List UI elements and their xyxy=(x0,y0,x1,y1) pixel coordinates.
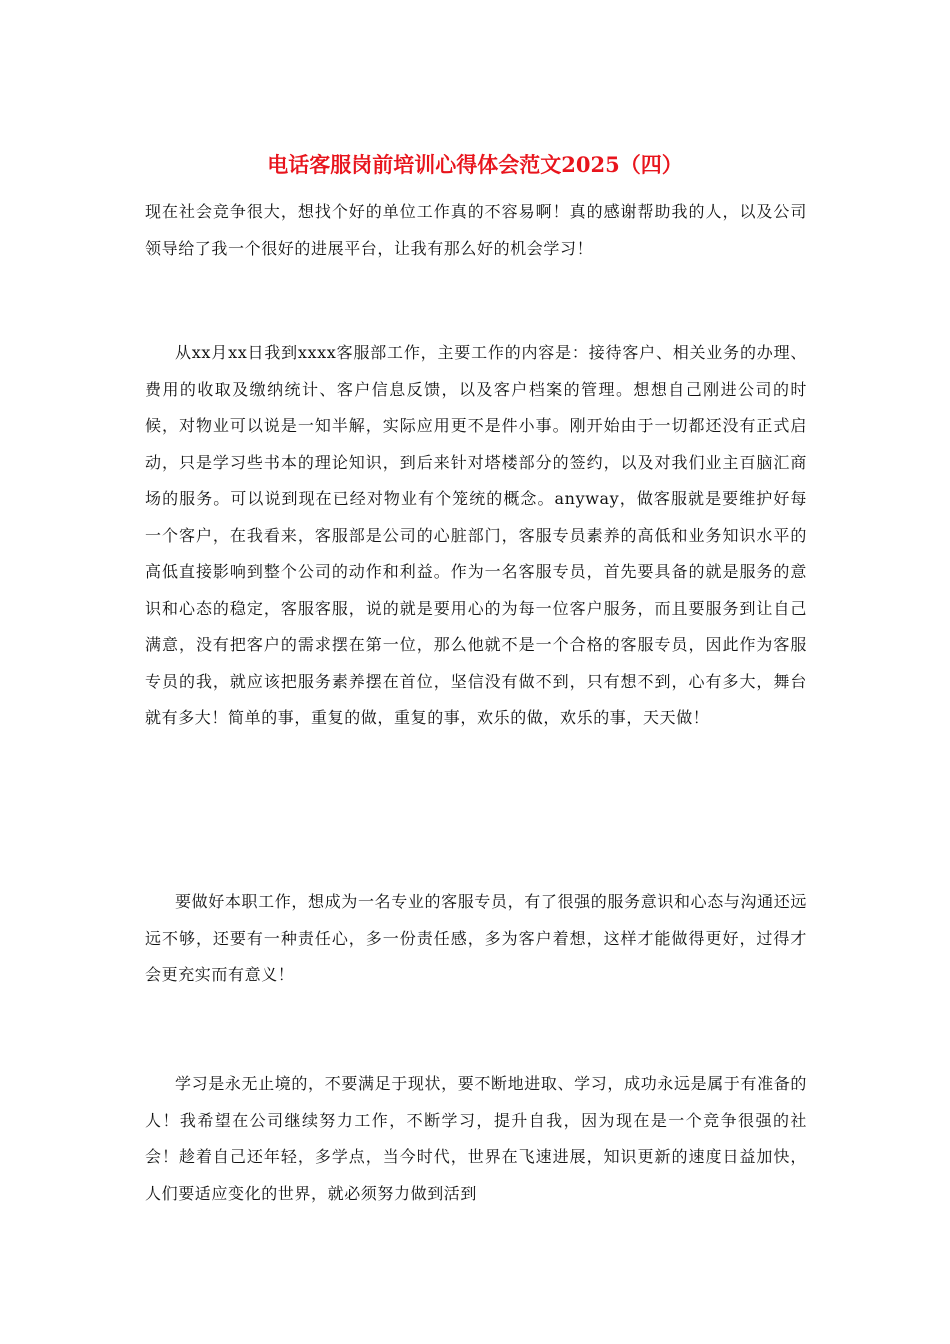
paragraph-intro: 现在社会竞争很大，想找个好的单位工作真的不容易啊！真的感谢帮助我的人，以及公司领导给了我一个很好的进展平台，让我有那么好的机会学习！ xyxy=(145,202,807,258)
document-title: 电话客服岗前培训心得体会范文2025（四） xyxy=(267,152,683,177)
paragraph-responsibility: 要做好本职工作，想成为一名专业的客服专员，有了很强的服务意识和心态与沟通还远远不够，还要有一种责任心，多一份责任感，多为客户着想，这样才能做得更好，过得才会更充实而有意义！ xyxy=(145,892,807,984)
paragraph-learning: 学习是永无止境的，不要满足于现状，要不断地进取、学习，成功永远是属于有准备的人！我希望在公司继续努力工作，不断学习，提升自我，因为现在是一个竞争很强的社会！趁着自己还年轻，多学点，当今时代，世界在飞速进展，知识更新的速度日益加快，人们要适应变化的世界，就必须努力做到活到 xyxy=(145,1074,807,1203)
paragraph-work-content: 从xx月xx日我到xxxx客服部工作，主要工作的内容是：接待客户、相关业务的办理、费用的收取及缴纳统计、客户信息反馈，以及客户档案的管理。想想自己刚进公司的时候，对物业可以说是一知半解，实际应用更不是件小事。刚开始由于一切都还没有正式启动，只是学习些书本的理论知识，到后来针对塔楼部分的签约，以及对我们业主百脑汇商场的服务。可以说到现在已经对物业有个笼统的概念。anyway，做客服就是要维护好每一个客户，在我看来，客服部是公司的心脏部门，客服专员素养的高低和业务知识水平的高低直接影响到整个公司的动作和利益。作为一名客服专员，首先要具备的就是服务的意识和心态的稳定，客服客服，说的就是要用心的为每一位客户服务，而且要服务到让自己满意，没有把客户的需求摆在第一位，那么他就不是一个合格的客服专员，因此作为客服专员的我，就应该把服务素养摆在首位，坚信没有做不到，只有想不到，心有多大，舞台就有多大！简单的事，重复的做，重复的事，欢乐的做，欢乐的事，天天做！ xyxy=(145,343,807,727)
